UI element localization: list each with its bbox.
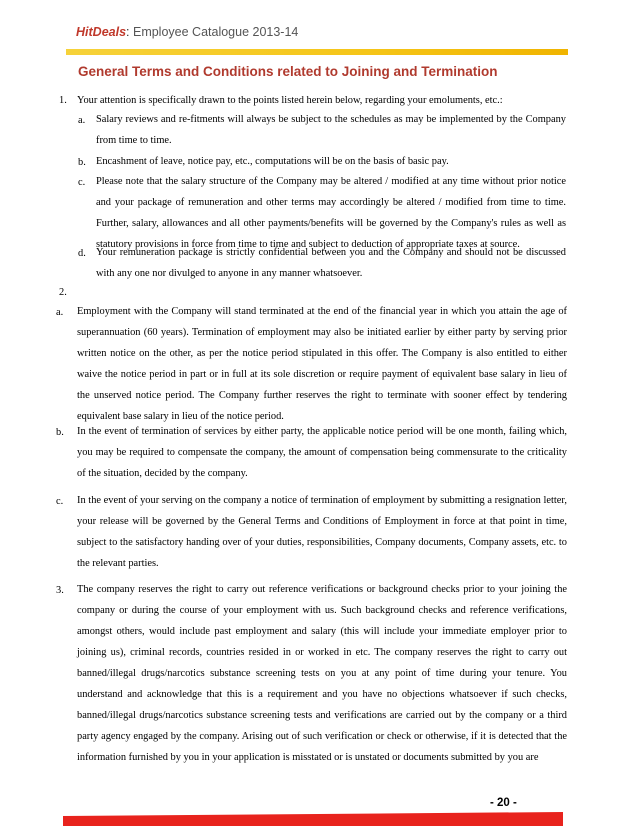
list-item-label: b. [78,157,86,168]
list-item-label: c. [78,177,86,188]
footer-red-band [63,812,563,826]
brand-name: HitDeals [76,25,127,39]
list-item-text: In the event of termination of services by either party, the applicable notice period will be one month, failing which, you may be required to compensate the company, the amount of compensation being commensurate to the criticality of the situation, decided by the company. [77,426,567,479]
section-2-number: 2. [59,287,67,298]
list-item-label: a. [78,115,86,126]
list-item-text: Please note that the salary structure of the Company may be altered / modified at any time without prior notice and your package of remuneration and other terms may accordingly be altered / modified from time to time. Further, salary, allowances and all other payments/benefits will be governed by the Company's rules as well as statutory provisions in force from time to time and subject to deduction of appropriate taxes at source. [96,176,566,250]
list-item-text: Encashment of leave, notice pay, etc., computations will be on the basis of basic pay. [96,156,449,167]
list-item-text: In the event of your serving on the company a notice of termination of employment by submitting a resignation letter, your release will be governed by the General Terms and Conditions of Employment in force at that point in time, subject to the satisfactory handing over of your duties, responsibilities, Company documents, Company assets, etc. to the relevant parties. [77,495,567,569]
section-1-intro: Your attention is specifically drawn to the points listed herein below, regarding your emoluments, etc.: [77,95,503,106]
list-item-text: Salary reviews and re-fitments will always be subject to the schedules as may be implemented by the Company from time to time. [96,114,566,146]
section-1-number: 1. [59,95,67,106]
list-item-text: Employment with the Company will stand terminated at the end of the financial year in which you attain the age of superannuation (60 years). Termination of employment may also be initiated earlier by either party by serving prior written notice on the other, as per the notice period stipulated in this offer. The Company is also entitled to either waive the notice period in part or in full at its sole discretion or require payment of equivalent base salary in lieu of the unserved notice period. The Company further reserves the right to terminate with sooner effect by tendering equivalent base salary in lieu of the notice period. [77,306,567,422]
list-item-label: b. [56,427,64,438]
section-3-number: 3. [56,585,64,596]
header-separator: : [126,25,133,39]
page-number: - 20 - [490,797,517,809]
header-subtitle: Employee Catalogue 2013-14 [132,25,299,39]
list-item-text: Your remuneration package is strictly confidential between you and the Company and should not be discussed with any one nor divulged to anyone in any manner whatsoever. [96,247,566,279]
list-item-label: a. [56,307,64,318]
page-title: General Terms and Conditions related to Joining and Termination [78,64,498,79]
section-3-text: The company reserves the right to carry out reference verifications or background checks prior to your joining the company or during the course of your employment with us. Such background checks and reference verifications, amongst others, would include past employment and salary (this will include your immediate employer prior to joining us), criminal records, countries resided in or worked in etc. The company reserves the right to carry out banned/illegal drugs/narcotics substance screening tests on you at any point of time during your tenure. You understand and acknowledge that this is a requirement and you have no objections whatsoever if such checks, banned/illegal drugs/narcotics substance screening tests and verifications are carried out by the company or a third party agency engaged by the company. Arising out of such verification or check or otherwise, if it is detected that the information furnished by you in your application is misstated or is unstated or documents submitted by you are [77,584,567,763]
list-item-label: c. [56,496,64,507]
list-item-label: d. [78,248,86,259]
